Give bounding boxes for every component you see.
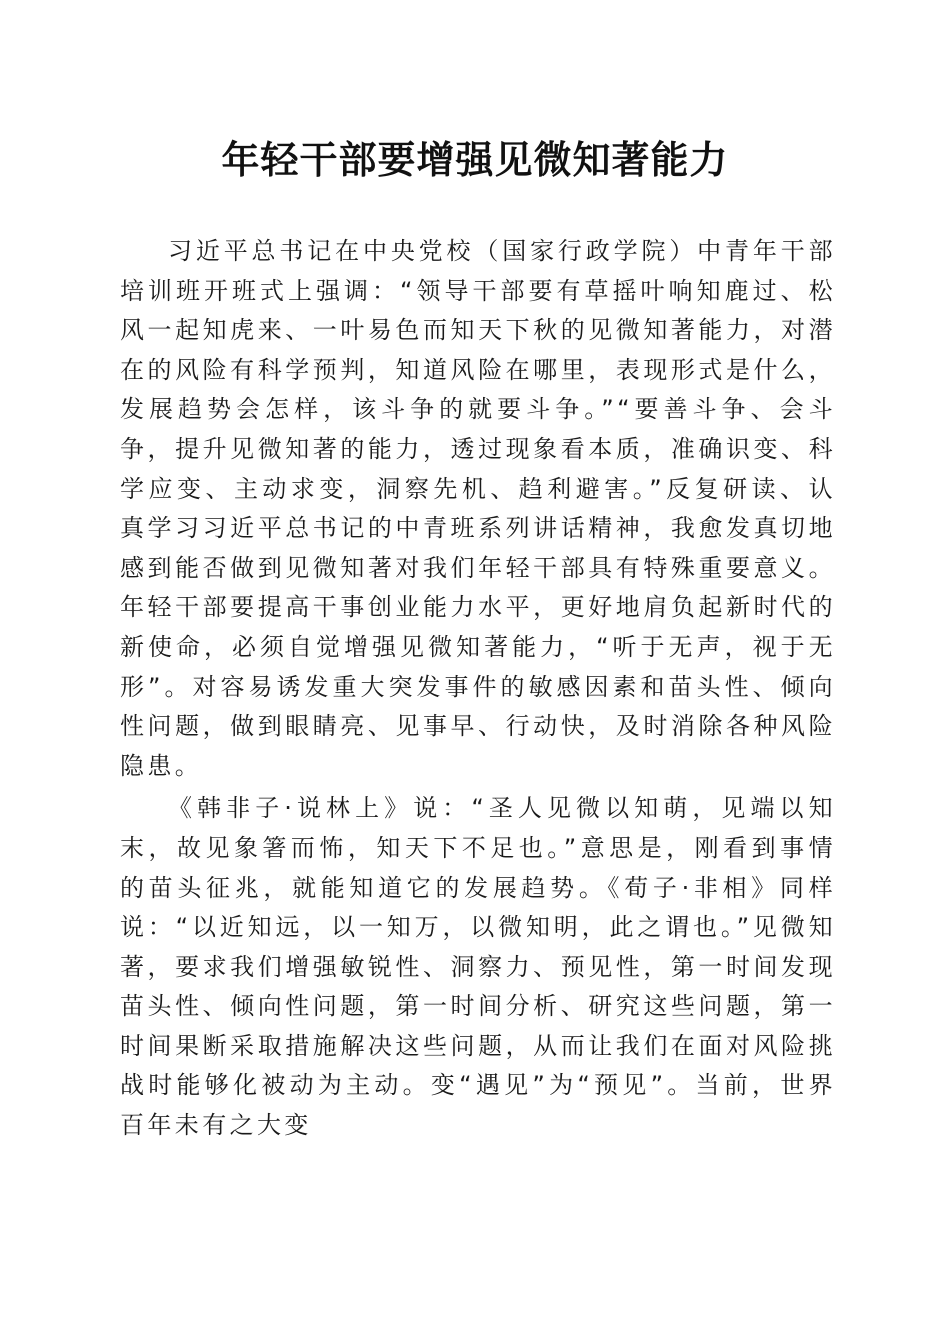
body-paragraph-2: 《韩非子·说林上》说：“圣人见微以知萌，见端以知末，故见象箸而怖，知天下不足也。”意思是，刚看到事情的苗头征兆，就能知道它的发展趋势。《荀子·非相》同样说：“以近知远，以一知万，以微知明，此之谓也。”见微知著，要求我们增强敏锐性、洞察力、预见性，第一时间发现苗头性、倾向性问题，第一时间分析、研究这些问题，第一时间果断采取措施解决这些问题，从而让我们在面对风险挑战时能够化被动为主动。变“遇见”为“预见”。当前，世界百年未有之大变 xyxy=(120,794,836,1140)
document-body xyxy=(120,232,836,1146)
document-title: 年轻干部要增强见微知著能力 xyxy=(221,137,729,182)
body-paragraph-1: 习近平总书记在中央党校（国家行政学院）中青年干部培训班开班式上强调：“领导干部要有草摇叶响知鹿过、松风一起知虎来、一叶易色而知天下秋的见微知著能力，对潜在的风险有科学预判，知道风险在哪里，表现形式是什么，发展趋势会怎样，该斗争的就要斗争。”“要善斗争、会斗争，提升见微知著的能力，透过现象看本质，准确识变、科学应变、主动求变，洞察先机、趋利避害。”反复研读、认真学习习近平总书记的中青班系列讲话精神，我愈发真切地感到能否做到见微知著对我们年轻干部具有特殊重要意义。年轻干部要提高干事创业能力水平，更好地肩负起新时代的新使命，必须自觉增强见微知著能力，“听于无声，视于无形”。对容易诱发重大突发事件的敏感因素和苗头性、倾向性问题，做到眼睛亮、见事早、行动快，及时消除各种风险隐患。 xyxy=(120,237,836,780)
